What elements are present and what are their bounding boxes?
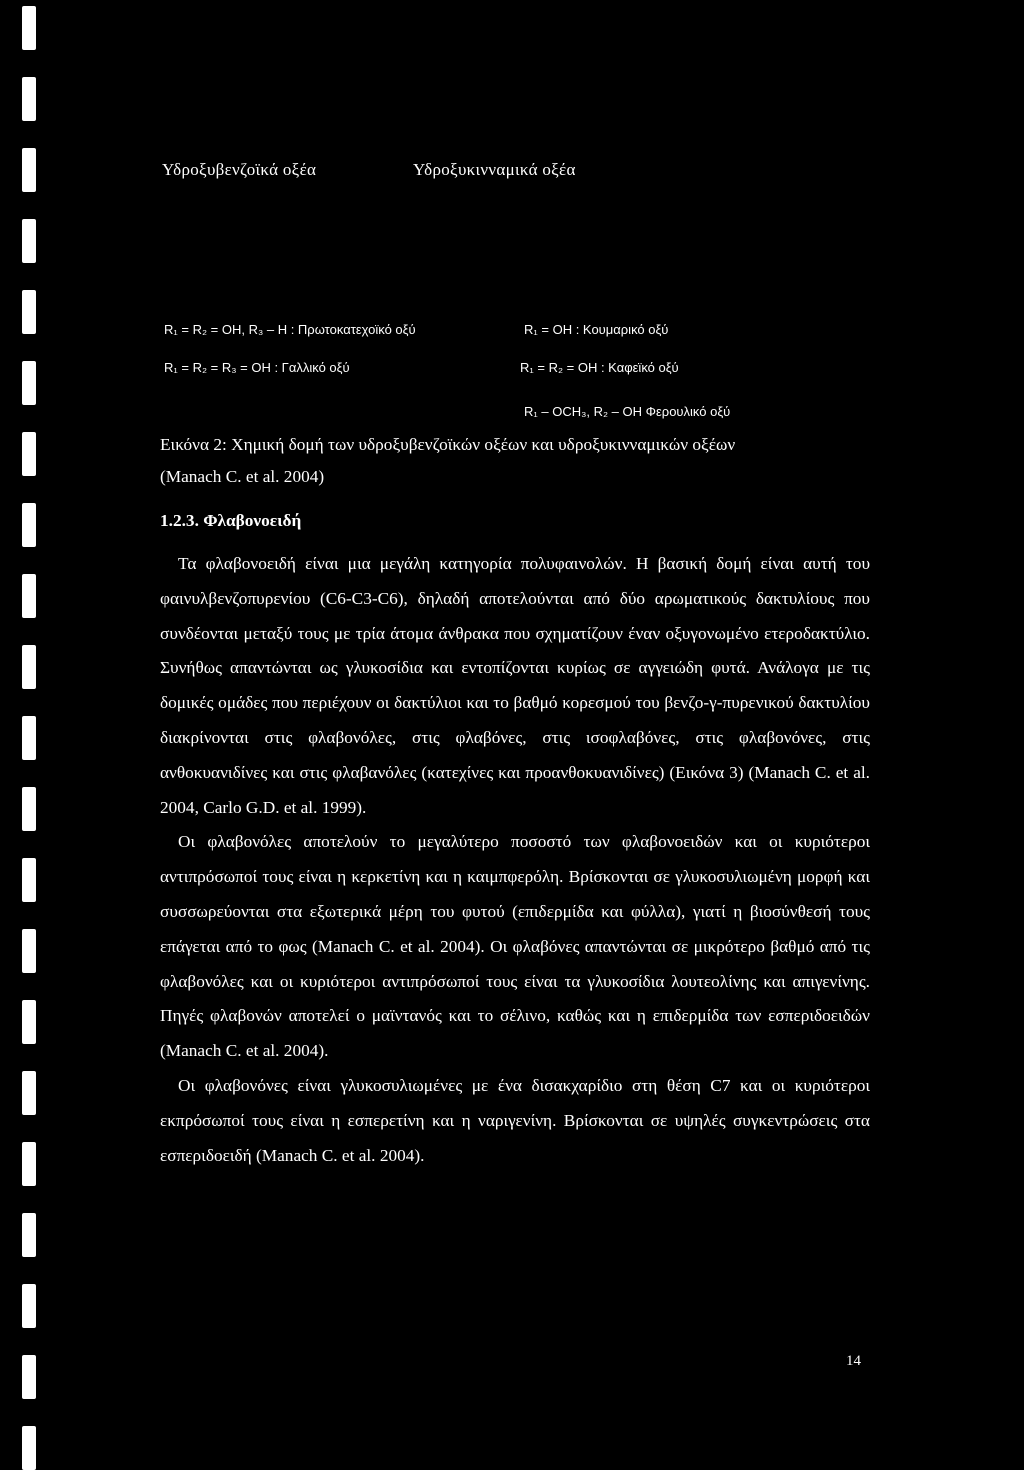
- film-perforation: [22, 1071, 36, 1115]
- film-perforation: [22, 219, 36, 263]
- film-perforation: [22, 432, 36, 476]
- formula-ferulic: R₁ – OCH₃, R₂ – OH Φερουλικό οξύ: [524, 404, 731, 419]
- film-perforation: [22, 77, 36, 121]
- page-number: 14: [846, 1353, 861, 1369]
- film-perforation: [22, 716, 36, 760]
- formula-gallic: R₁ = R₂ = R₃ = OH : Γαλλικό οξύ: [164, 360, 350, 375]
- film-perforation: [22, 6, 36, 50]
- figure-caption-line2: (Manach C. et al. 2004): [160, 467, 325, 486]
- film-perforation: [22, 1284, 36, 1328]
- film-perforation: [22, 929, 36, 973]
- film-perforation: [22, 1355, 36, 1399]
- film-perforation: [22, 1142, 36, 1186]
- film-strip-border: [0, 0, 48, 1457]
- film-perforation: [22, 361, 36, 405]
- film-perforation: [22, 787, 36, 831]
- film-perforation: [22, 574, 36, 618]
- paragraph: Οι φλαβονόνες είναι γλυκοσυλιωμένες με ένα δισακχαρίδιο στη θέση C7 και οι κυριότεροι εκπρόσωποί τους είναι η εσπερετίνη και η ναριγενίνη. Βρίσκονται σε υψηλές συγκεντρώσεις στα εσπεριδοειδή (Manach C. et al. 2004).: [160, 1075, 870, 1165]
- body-text: [160, 547, 870, 1173]
- formula-coumaric: R₁ = OH : Κουμαρικό οξύ: [524, 322, 669, 337]
- formula-protocatechuic: R₁ = R₂ = OH, R₃ – H : Πρωτοκατεχοϊκό οξύ: [164, 322, 416, 337]
- film-perforation: [22, 1213, 36, 1257]
- paragraph: Οι φλαβονόλες αποτελούν το μεγαλύτερο ποσοστό των φλαβονοειδών και οι κυριότεροι αντιπρόσωποί τους είναι η κερκετίνη και η καιμπφερόλη. Βρίσκονται σε γλυκοσυλιωμένη μορφή και συσσωρεύονται στα εξωτερικά μέρη του φυτού (επιδερμίδα και φύλλα), γιατί η βιοσύνθεσή τους επάγεται από το φως (Manach C. et al. 2004). Οι φλαβόνες απαντώνται σε μικρότερο βαθμό από τις φλαβονόλες και οι κυριότεροι αντιπρόσωποί τους είναι τα γλυκοσίδια λουτεολίνης και απιγενίνης. Πηγές φλαβονών αποτελεί ο μαϊντανός και το σέλινο, καθώς και η επιδερμίδα των εσπεριδοειδών (Manach C. et al. 2004).: [160, 832, 870, 1061]
- figure-title-hydroxybenzoic: Υδροξυβενζοϊκά οξέα: [162, 160, 317, 179]
- figure-title-hydroxycinnamic: Υδροξυκινναμικά οξέα: [413, 160, 576, 179]
- film-perforation: [22, 1000, 36, 1044]
- paragraph: Τα φλαβονοειδή είναι μια μεγάλη κατηγορία πολυφαινολών. Η βασική δομή είναι αυτή του φαινυλβενζοπυρενίου (C6-C3-C6), δηλαδή αποτελούνται από δύο αρωματικούς δακτυλίους που συνδέονται μεταξύ τους με τρία άτομα άνθρακα που σχηματίζουν έναν οξυγονωμένο ετεροδακτύλιο. Συνήθως απαντώνται ως γλυκοσίδια και εντοπίζονται κυρίως σε αγγειώδη φυτά. Ανάλογα με τις δομικές ομάδες που περιέχουν οι δακτύλιοι και το βαθμό κορεσμού του βενζο-γ-πυρενικού δακτυλίου διακρίνονται στις φλαβονόλες, στις φλαβόνες, στις ισοφλαβόνες, στις φλαβονόνες, στις ανθοκυανιδίνες και στις φλαβανόλες (κατεχίνες και προανθοκυανιδίνες) (Εικόνα 3) (Manach C. et al. 2004, Carlo G.D. et al. 1999).: [160, 554, 870, 817]
- figure-caption: [160, 429, 880, 493]
- film-perforation: [22, 1426, 36, 1470]
- figure-caption-line1: Εικόνα 2: Χημική δομή των υδροξυβενζοϊκών οξέων και υδροξυκινναμικών οξέων: [160, 435, 736, 454]
- film-perforation: [22, 645, 36, 689]
- film-perforation: [22, 858, 36, 902]
- film-perforation: [22, 290, 36, 334]
- formula-caffeic: R₁ = R₂ = OH : Καφεϊκό οξύ: [520, 360, 679, 375]
- film-perforation: [22, 503, 36, 547]
- section-heading: 1.2.3. Φλαβονοειδή: [160, 511, 302, 530]
- film-perforation: [22, 148, 36, 192]
